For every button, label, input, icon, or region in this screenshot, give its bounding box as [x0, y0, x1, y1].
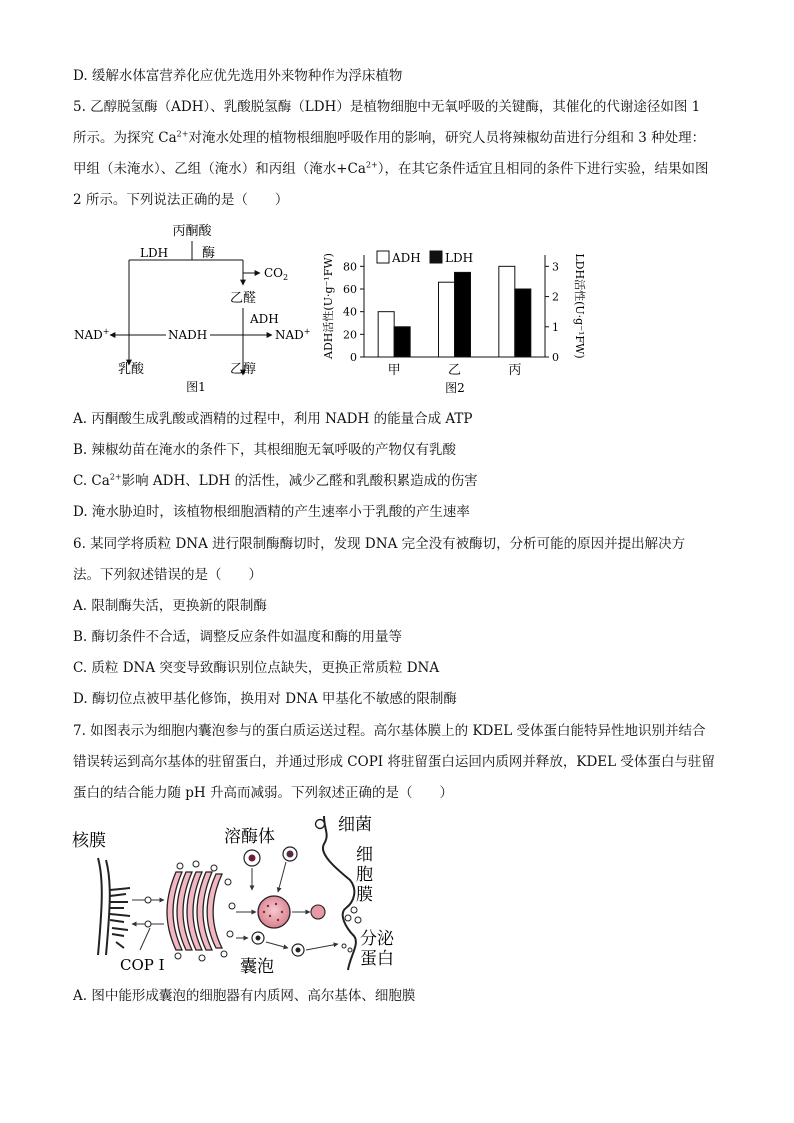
q6-option-d: D. 酶切位点被甲基化修饰，换用对 DNA 甲基化不敏感的限制酶: [73, 691, 457, 707]
left-tick-label: 0: [350, 351, 357, 364]
left-tick-label: 40: [343, 305, 357, 319]
category-label: 丙: [508, 363, 522, 378]
bar-ldh: [455, 272, 471, 357]
right-tick-label: 3: [552, 260, 559, 274]
label-membrane-3: 膜: [356, 885, 373, 905]
label-membrane-1: 细: [356, 845, 373, 865]
q6-stem-line1: 6. 某同学将质粒 DNA 进行限制酶酶切时，发现 DNA 完全没有被酶切，分析可能的原因并提出解决方: [73, 536, 686, 552]
q6-option-a: A. 限制酶失活，更换新的限制酶: [73, 598, 267, 614]
ylabel-left: ADH活性(U·g⁻¹FW): [322, 253, 335, 359]
copi-vesicle: [145, 921, 151, 927]
figure-vesicle-transport: [68, 810, 408, 980]
fig1-co2: $CO_2$: [264, 266, 289, 282]
fig1-enzyme-label: 酶: [202, 246, 216, 261]
q6-option-b: B. 酶切条件不合适，调整反应条件如温度和酶的用量等: [73, 629, 403, 645]
chart-legend: [377, 251, 473, 265]
fig1-acetaldehyde: 乙醛: [229, 291, 257, 306]
label-bacteria: 细菌: [338, 815, 372, 835]
label-secreted-1: 分泌: [360, 929, 394, 949]
fig1-adh-label: ADH: [250, 312, 279, 326]
q5-option-d: D. 淹水胁迫时，该植物根细胞酒精的产生速率小于乳酸的产生速率: [73, 504, 470, 520]
category-label: 乙: [447, 363, 462, 378]
label-lysosome: 溶酶体: [224, 827, 275, 847]
fig1-ethanol: 乙醇: [229, 362, 257, 377]
right-tick-label: 2: [552, 290, 559, 304]
bar-adh: [378, 312, 394, 357]
category-label: 甲: [387, 363, 401, 378]
legend-adh-swatch: [377, 251, 389, 263]
bar-adh: [499, 266, 515, 357]
q5-stem-line3: 甲组（未淹水）、乙组（淹水）和丙组（淹水$+Ca^{2+}$），在其它条件适宜且相同的条件下进行实验，结果如图: [73, 160, 709, 177]
q5-option-a: A. 丙酮酸生成乳酸或酒精的过程中，利用 NADH 的能量合成 ATP: [73, 411, 473, 427]
fig1-nad-right: NAD+: [275, 327, 311, 342]
label-copi: COP I: [120, 956, 165, 974]
fig1-caption: 图1: [186, 380, 206, 394]
q6-stem-line2: 法。下列叙述错误的是（ ）: [73, 567, 262, 583]
q7-stem-line1: 7. 如图表示为细胞内囊泡参与的蛋白质运送过程。高尔基体膜上的 KDEL 受体蛋白能特异性地识别并结合: [73, 723, 706, 739]
bar-ldh: [394, 327, 410, 357]
q7-stem-line3: 蛋白的结合能力随 pH 升高而减弱。下列叙述正确的是（ ）: [73, 785, 453, 801]
fig1-ldh-label: LDH: [140, 246, 169, 260]
left-tick-label: 20: [343, 328, 357, 342]
fig1-nad-left: NAD+: [74, 327, 110, 342]
right-tick-label: 1: [552, 320, 559, 334]
fig1-lactate: 乳酸: [117, 362, 145, 377]
fig1-nadh: NADH: [168, 328, 208, 342]
label-membrane-2: 胞: [356, 865, 373, 885]
lysosome: [258, 896, 290, 928]
bar-adh: [439, 282, 455, 357]
q5-stem-line2: 所示。为探究 $Ca^{2+}$对淹水处理的植物根细胞呼吸作用的影响，研究人员将辣椒幼苗进行分组和 3 种处理：: [73, 129, 706, 146]
er-vesicle: [145, 897, 151, 903]
left-tick-label: 80: [343, 260, 357, 274]
nuclear-envelope-er: [98, 858, 130, 955]
right-tick-label: 0: [552, 351, 559, 364]
q5-stem-line1: 5. 乙醇脱氢酶（ADH）、乳酸脱氢酶（LDH）是植物细胞中无氧呼吸的关键酶，其催化的代谢途径如图 1: [73, 99, 701, 115]
legend-ldh-label: LDH: [445, 251, 474, 265]
bar-ldh: [515, 289, 531, 357]
q6-option-c: C. 质粒 DNA 突变导致酶识别位点缺失，更换正常质粒 DNA: [73, 660, 440, 676]
left-tick-label: 60: [343, 283, 357, 296]
label-secreted-2: 蛋白: [360, 949, 394, 969]
chart-caption: 图2: [445, 381, 465, 395]
q7-stem-line2: 错误转运到高尔基体的驻留蛋白，并通过形成 COPI 将驻留蛋白运回内质网并释放，KDEL 受体蛋白与驻留: [73, 754, 715, 770]
label-vesicle: 囊泡: [240, 957, 274, 977]
q5-stem-line4: 2 所示。下列说法正确的是（ ）: [73, 192, 289, 208]
prev-option-d: D. 缓解水体富营养化应优先选用外来物种作为浮床植物: [73, 68, 403, 84]
figure-1-pathway: [68, 215, 318, 395]
legend-ldh-swatch: [430, 251, 442, 263]
cell-membrane: [323, 816, 356, 970]
ylabel-right: LDH活性(U·g⁻¹FW): [573, 253, 586, 359]
secondary-lysosome: [311, 905, 325, 919]
legend-adh-label: ADH: [392, 251, 421, 265]
figure-2-bar-chart: [318, 240, 590, 400]
label-nuclear-membrane: 核膜: [72, 831, 106, 851]
fig1-pyruvate: 丙酮酸: [172, 224, 212, 239]
q5-option-b: B. 辣椒幼苗在淹水的条件下，其根细胞无氧呼吸的产物仅有乳酸: [73, 442, 457, 458]
q7-option-a: A. 图中能形成囊泡的细胞器有内质网、高尔基体、细胞膜: [73, 988, 416, 1004]
q5-option-c: C. $Ca^{2+}$影响 ADH、LDH 的活性，减少乙醛和乳酸积累造成的伤害: [73, 472, 478, 489]
golgi-apparatus: [167, 872, 222, 950]
